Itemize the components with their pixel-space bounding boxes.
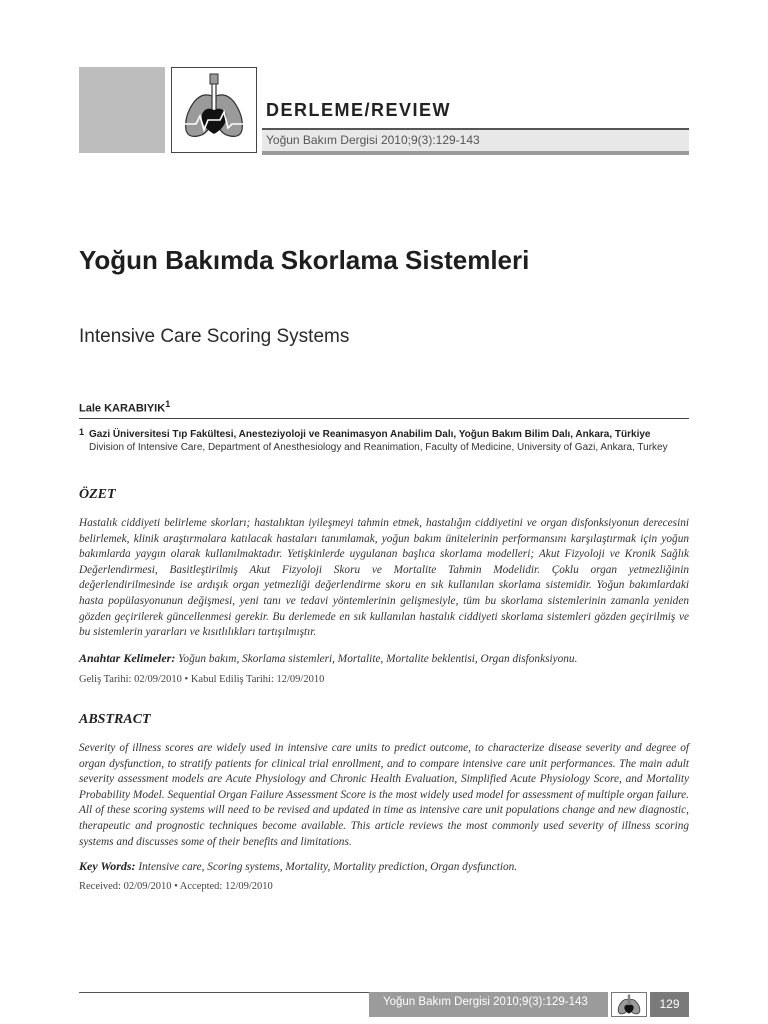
author-name: Lale KARABIYIK	[79, 402, 166, 415]
abstract-keywords-label: Key Words:	[79, 859, 136, 873]
footer-lungs-icon	[612, 993, 646, 1016]
ozet-keywords-text: Yoğun bakım, Skorlama sistemleri, Mortalite, Mortalite beklentisi, Organ disfonksiyonu.	[178, 653, 578, 665]
author-affiliation-mark: 1	[165, 399, 171, 409]
footer-citation: Yoğun Bakım Dergisi 2010;9(3):129-143	[383, 996, 588, 1008]
section-label: DERLEME/REVIEW	[266, 100, 452, 120]
footer-rule	[79, 992, 369, 993]
ozet-text: Hastalık ciddiyeti belirleme skorları; hastalıktan iyileşmeyi tahmin etmek, hastalığın ciddiyetini ve organ disfonksiyonun derecesini belirlemek, klinik araştırmalara katılacak hastaları tanımlamak, yoğun bakım ünitelerinin performansını karşılaştırmak için yoğun bakımlarda yaygın olarak kullanılmaktadır. Yetişkinlerde uygulanan başlıca skorlama modelleri; Akut Fizyoloji ve Kronik Sağlık Değerlendirmesi, Basitleştirilmiş Akut Fizyoloji Skoru ve Mortalite Tahmin Modelidir. Çoklu organ yetmezliğinin değerlendirilmesinde ise ardışık organ yetmezliği değerlendirme skoru en sık kullanılan skorlama sistemidir. Yoğun bakımlardaki hasta popülasyonunun değişmesi, yeni tanı ve tedavi yöntemlerinin gelişmesiyle, tüm bu skorlama sistemlerinin zamanla yeniden gözden geçirilerek güncellenmesi gerekir. Bu derlemede en sık kullanılan hastalık ciddiyeti skorlama sistemleri gözden geçirilmiş ve bu sistemlerin yararları ve kısıtlılıkları tartışılmıştır.	[79, 517, 689, 639]
affiliation-en: Division of Intensive Care, Department of Anesthesiology and Reanimation, Faculty of Medicine, University of Gazi, Ankara, Turkey	[89, 442, 668, 453]
header-gray-block	[79, 67, 165, 153]
journal-logo	[171, 67, 257, 153]
header-bottom-bar	[262, 151, 689, 155]
footer-logo	[611, 992, 647, 1017]
affiliation-tr: Gazi Üniversitesi Tıp Fakültesi, Anesteziyoloji ve Reanimasyon Anabilim Dalı, Yoğun Bakım Bilim Dalı, Ankara, Türkiye	[89, 429, 651, 440]
abstract-keywords	[79, 859, 689, 874]
author	[79, 399, 170, 415]
abstract-keywords-text: Intensive care, Scoring systems, Mortality, Mortality prediction, Organ dysfunction.	[138, 861, 518, 873]
abstract-heading: ABSTRACT	[79, 712, 151, 727]
page-number: 129	[650, 992, 689, 1017]
affiliation-mark: 1	[79, 427, 85, 437]
abstract-text: Severity of illness scores are widely used in intensive care units to predict outcome, to characterize disease severity and degree of organ dysfunction, to stratify patients for clinical trial enrollment, and to compare intensive care unit performances. The main adult severity assessment models are Acute Physiology and Chronic Health Evaluation, Simplified Acute Physiology Score, and Mortality Probability Model. Sequential Organ Failure Assessment Score is the most widely used model for assessment of multiple organ failure. All of these scoring systems will need to be revised and updated in time as intensive care unit populations change and new diagnostic, therapeutic and prognostic techniques become available. This article reviews the most commonly used severity of illness scoring systems and discusses some of their benefits and limitations.	[79, 742, 689, 848]
ozet-heading: ÖZET	[79, 487, 116, 502]
lungs-heart-icon	[172, 68, 256, 152]
abstract-dates: Received: 02/09/2010 • Accepted: 12/09/2010	[79, 881, 273, 892]
ozet-keywords-label: Anahtar Kelimeler:	[79, 651, 176, 665]
header-citation: Yoğun Bakım Dergisi 2010;9(3):129-143	[266, 133, 480, 147]
ozet-keywords	[79, 651, 689, 666]
author-rule	[79, 418, 689, 419]
article-title-en: Intensive Care Scoring Systems	[79, 326, 350, 347]
ozet-dates: Geliş Tarihi: 02/09/2010 • Kabul Ediliş Tarihi: 12/09/2010	[79, 674, 325, 685]
article-title-tr: Yoğun Bakımda Skorlama Sistemleri	[79, 245, 530, 275]
